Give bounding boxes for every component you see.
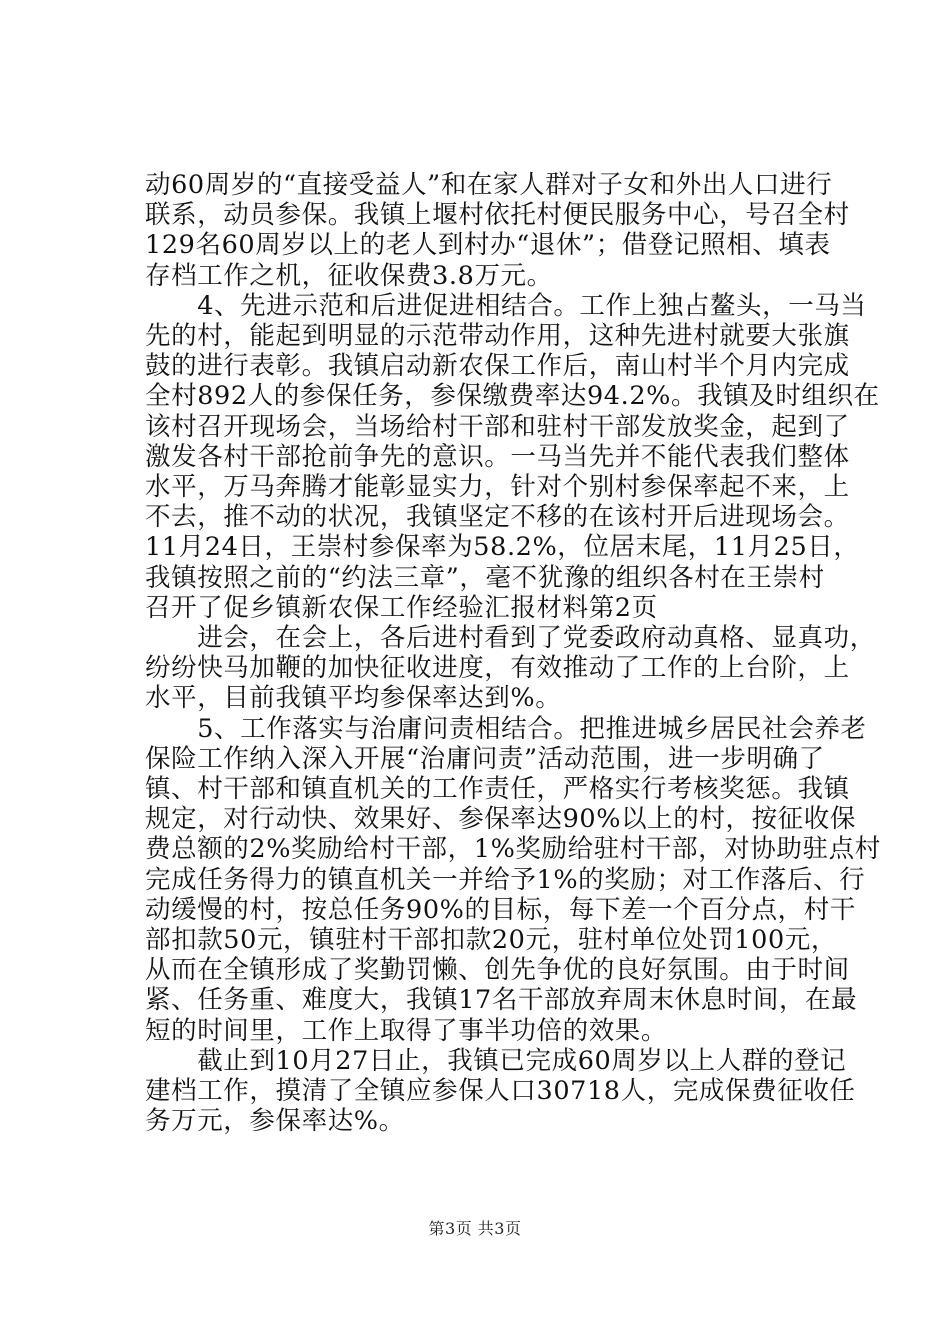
- text-line: 动缓慢的村，按总任务90%的目标，每下差一个百分点，村干: [145, 894, 856, 925]
- text-line: 费总额的2%奖励给村干部，1%奖励给驻村干部，对协助驻点村: [145, 834, 881, 865]
- text-line: 规定，对行动快、效果好、参保率达90%以上的村，按征收保: [145, 804, 856, 835]
- text-line: 我镇按照之前的“约法三章”，毫不犹豫的组织各村在王崇村: [145, 562, 825, 593]
- text-line: 129名60周岁以上的老人到村办“退休”；借登记照相、填表: [145, 230, 831, 261]
- text-line: 5、工作落实与治庸问责相结合。把推进城乡居民社会养老: [145, 713, 867, 744]
- text-line: 紧、任务重、难度大，我镇17名干部放弃周末休息时间，在最: [145, 985, 858, 1016]
- text-line: 不去，推不动的状况，我镇坚定不移的在该村开后进现场会。: [145, 502, 850, 533]
- text-line: 联系，动员参保。我镇上堰村依托村便民服务中心，号召全村: [145, 200, 850, 231]
- text-line: 4、先进示范和后进促进相结合。工作上独占鳌头，一马当: [145, 290, 867, 321]
- paragraph: [145, 170, 850, 291]
- paragraph: [145, 1045, 856, 1137]
- text-line: 短的时间里，工作上取得了事半功倍的效果。: [145, 1015, 668, 1046]
- text-line: 该村召开现场会，当场给村干部和驻村干部发放奖金，起到了: [145, 411, 850, 442]
- text-line: 保险工作纳入深入开展“治庸问责”活动范围，进一步明确了: [145, 743, 825, 774]
- text-line: 水平，万马奔腾才能彰显实力，针对个别村参保率起不来，上: [145, 472, 850, 503]
- paragraph: [145, 623, 876, 714]
- text-line: 先的村，能起到明显的示范带动作用，这种先进村就要大张旗: [145, 321, 850, 352]
- document-body: [145, 170, 881, 1137]
- text-line: 动60周岁的“直接受益人”和在家人群对子女和外出人口进行: [145, 170, 833, 200]
- text-line: 纷纷快马加鞭的加快征收进度，有效推动了工作的上台阶，上: [145, 653, 850, 684]
- text-line: 建档工作，摸清了全镇应参保人口30718人，完成保费征收任: [145, 1076, 856, 1107]
- text-line: 11月24日，王崇村参保率为58.2%，位居末尾，11月25日，: [145, 532, 860, 563]
- page-number-footer: 第3页 共3页: [428, 1219, 522, 1238]
- text-line: 完成任务得力的镇直机关一并给予1%的奖励；对工作落后、行: [145, 864, 866, 895]
- text-line: 全村892人的参保任务，参保缴费率达94.2%。我镇及时组织在: [145, 381, 880, 412]
- paragraph: [145, 290, 880, 623]
- text-line: 务万元，参保率达%。: [145, 1106, 405, 1137]
- text-line: 部扣款50元，镇驻村干部扣款20元，驻村单位处罚100元，: [145, 925, 837, 956]
- text-line: 召开了促乡镇新农保工作经验汇报材料第2页: [145, 592, 658, 623]
- text-line: 镇、村干部和镇直机关的工作责任，严格实行考核奖惩。我镇: [145, 774, 850, 805]
- text-line: 从而在全镇形成了奖勤罚懒、创先争优的良好氛围。由于时间: [145, 955, 850, 986]
- text-line: 水平，目前我镇平均参保率达到%。: [145, 683, 562, 714]
- paragraph: [145, 713, 881, 1046]
- text-line: 激发各村干部抢前争先的意识。一马当先并不能代表我们整体: [145, 441, 850, 472]
- text-line: 存档工作之机，征收保费3.8万元。: [145, 260, 553, 291]
- text-line: 进会，在会上，各后进村看到了党委政府动真格、显真功，: [145, 623, 876, 654]
- text-line: 截止到10月27日止，我镇已完成60周岁以上人群的登记: [145, 1045, 847, 1076]
- text-line: 鼓的进行表彰。我镇启动新农保工作后，南山村半个月内完成: [145, 351, 850, 382]
